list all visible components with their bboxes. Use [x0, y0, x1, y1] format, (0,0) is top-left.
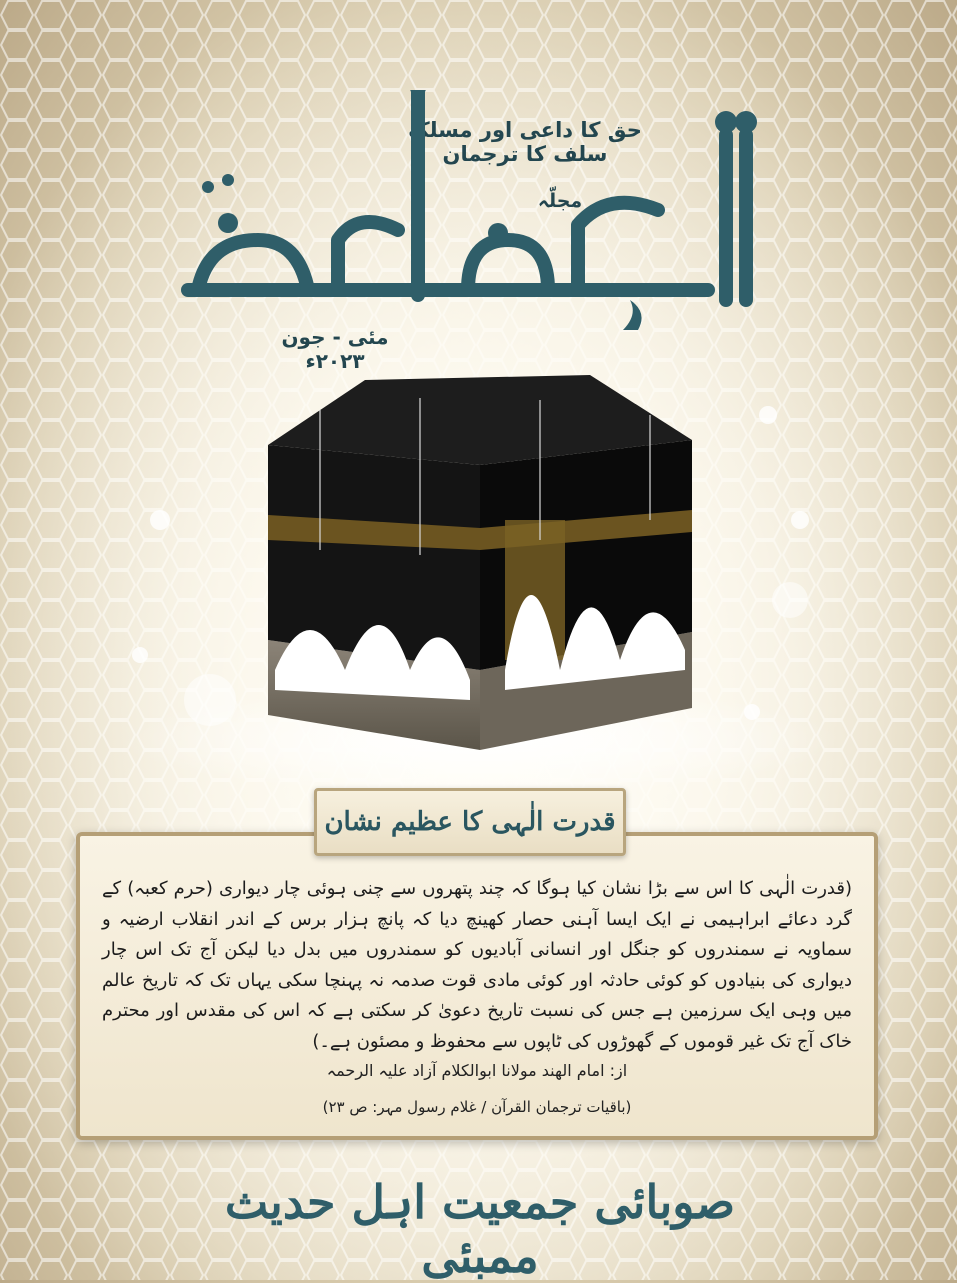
magazine-label: مجلّہ: [537, 190, 583, 212]
masthead-logo: [168, 90, 788, 330]
cover-tagline: حق کا داعی اور مسلک سلف کا ترجمان: [408, 118, 642, 166]
kaaba-illustration: [110, 370, 850, 790]
quote-author: از: امام الهند مولانا ابوالکلام آزاد علیہ الرحمہ: [326, 1061, 628, 1080]
quote-box: [76, 832, 878, 1140]
issue-date: مئی - جون ۲۰۲۳ء: [281, 325, 389, 373]
quote-body: (قدرت الٰہی کا اس سے بڑا نشان کیا ہوگا کہ چند پتھروں سے چنی ہوئی چار دیواری (حرم کعبہ) کے گرد دعائے ابراہیمی نے ایک ایسا آہنی حصار کھینچ دیا کہ پانچ ہزار برس کے اندر انقلاب ارضیہ و سماویہ نے سمندروں کو جنگل اور انسانی آبادیوں کو سمندروں میں بدل دیا لیکن آج تک اس چار دیواری کی بنیادوں کو کوئی حادثہ اور کوئی مادی قوت صدمہ نہ پہنچا سکی یہاں تک کہ تاریخ عالم میں وہی ایک سرزمین ہے جس کی نسبت تاریخ دعویٰ کر سکتی ہے کہ اس کی مقدس اور محترم خاک آج تک غیر قوموں کے گھوڑوں کی ٹاپوں سے محفوظ و مصئون ہے۔): [102, 878, 852, 1052]
quote-title: قدرت الٰہی کا عظیم نشان: [314, 788, 626, 856]
quote-reference: (باقیات ترجمان القرآن / غلام رسول مہر: ص ۲۳): [322, 1098, 632, 1116]
publisher-name: صوبائی جمعیت اہل حدیث ممبئی: [224, 1175, 736, 1283]
